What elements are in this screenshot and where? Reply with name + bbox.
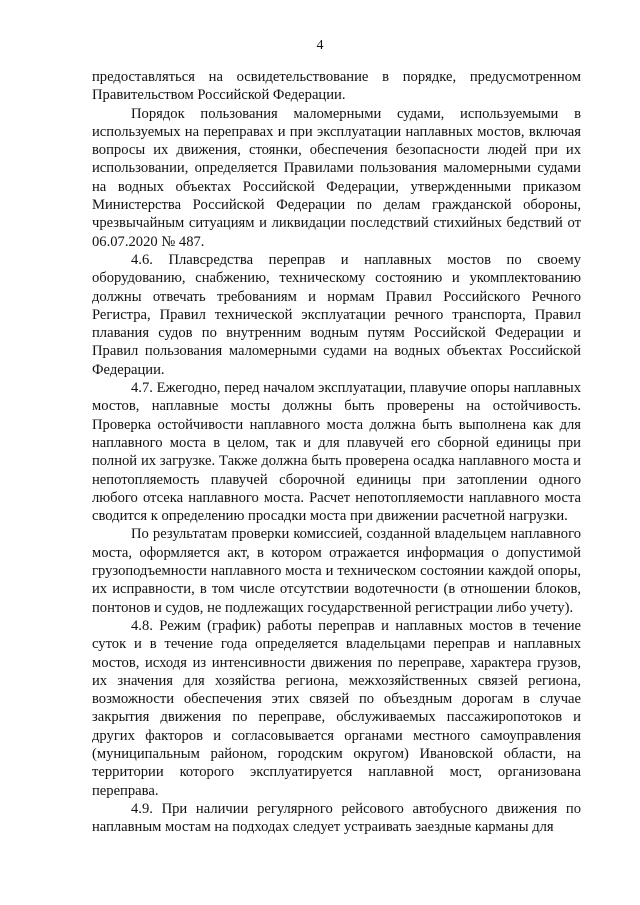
paragraph-4-8: 4.8. Режим (график) работы переправ и наплавных мостов в течение суток и в течение года определяется владельцами переправ и наплавных мостов, исходя из интенсивности движения по переправе, характера грузов, их значения для хозяйства региона, межхозяйственных связей региона, возможности обеспечения этих связей по объездным дорогам в случае закрытия движения по переправе, обслуживаемых пассажиропотоков и других факторов и согласовывается органами местного самоуправления (муниципальным районом, городским округом) Ивановской области, на территории которого эксплуатируется наплавной мост, организована переправа. xyxy=(92,617,581,799)
paragraph-continuation: предоставляться на освидетельствование в порядке, предусмотренном Правительством Российской Федерации. xyxy=(92,69,581,104)
paragraph-4-7: 4.7. Ежегодно, перед началом эксплуатации, плавучие опоры наплавных мостов, наплавные мосты должны быть проверены на остойчивость. Проверка остойчивости наплавного моста должна быть выполнена как для наплавного моста в целом, так и для плавучей его сборной единицы при полной их загрузке. Также должна быть проверена осадка наплавного моста и непотопляемость плавучей сборочной единицы при затоплении одного любого отсека наплавного моста. Расчет непотопляемости наплавного моста сводится к определению просадки моста при движении расчетной нагрузки. xyxy=(92,380,581,525)
paragraph-4-6: 4.6. Плавсредства переправ и наплавных мостов по своему оборудованию, снабжению, техническому состоянию и укомплектованию должны отвечать требованиям и нормам Правил Российского Речного Регистра, Правил технической эксплуатации речного транспорта, Правил плавания судов по внутренним водным путям Российской Федерации и Правил пользования маломерными судами на водных объектах Российской Федерации. xyxy=(92,251,581,378)
document-body xyxy=(92,68,581,836)
paragraph-4-9: 4.9. При наличии регулярного рейсового автобусного движения по наплавным мостам на подходах следует устраивать заездные карманы для xyxy=(92,800,581,836)
page-number: 4 xyxy=(316,38,324,53)
paragraph-inspection-act: По результатам проверки комиссией, созданной владельцем наплавного моста, оформляется акт, в котором отражается информация о допустимой грузоподъемности наплавного моста и техническом состоянии каждой опоры, их исправности, в том числе отсутствии водотечности (в отношении блоков, понтонов и судов, не подлежащих государственной регистрации либо учету). xyxy=(92,526,581,616)
paragraph-small-boats-procedure: Порядок пользования маломерными судами, используемыми в используемых на переправах и при эксплуатации наплавных мостов, включая вопросы их движения, стоянки, обеспечения безопасности людей при их использовании, определяется Правилами пользования маломерными судами на водных объектах Российской Федерации, утвержденными приказом Министерства Российской Федерации по делам гражданской обороны, чрезвычайным ситуациям и ликвидации последствий стихийных бедствий от 06.07.2020 № 487. xyxy=(92,105,581,250)
